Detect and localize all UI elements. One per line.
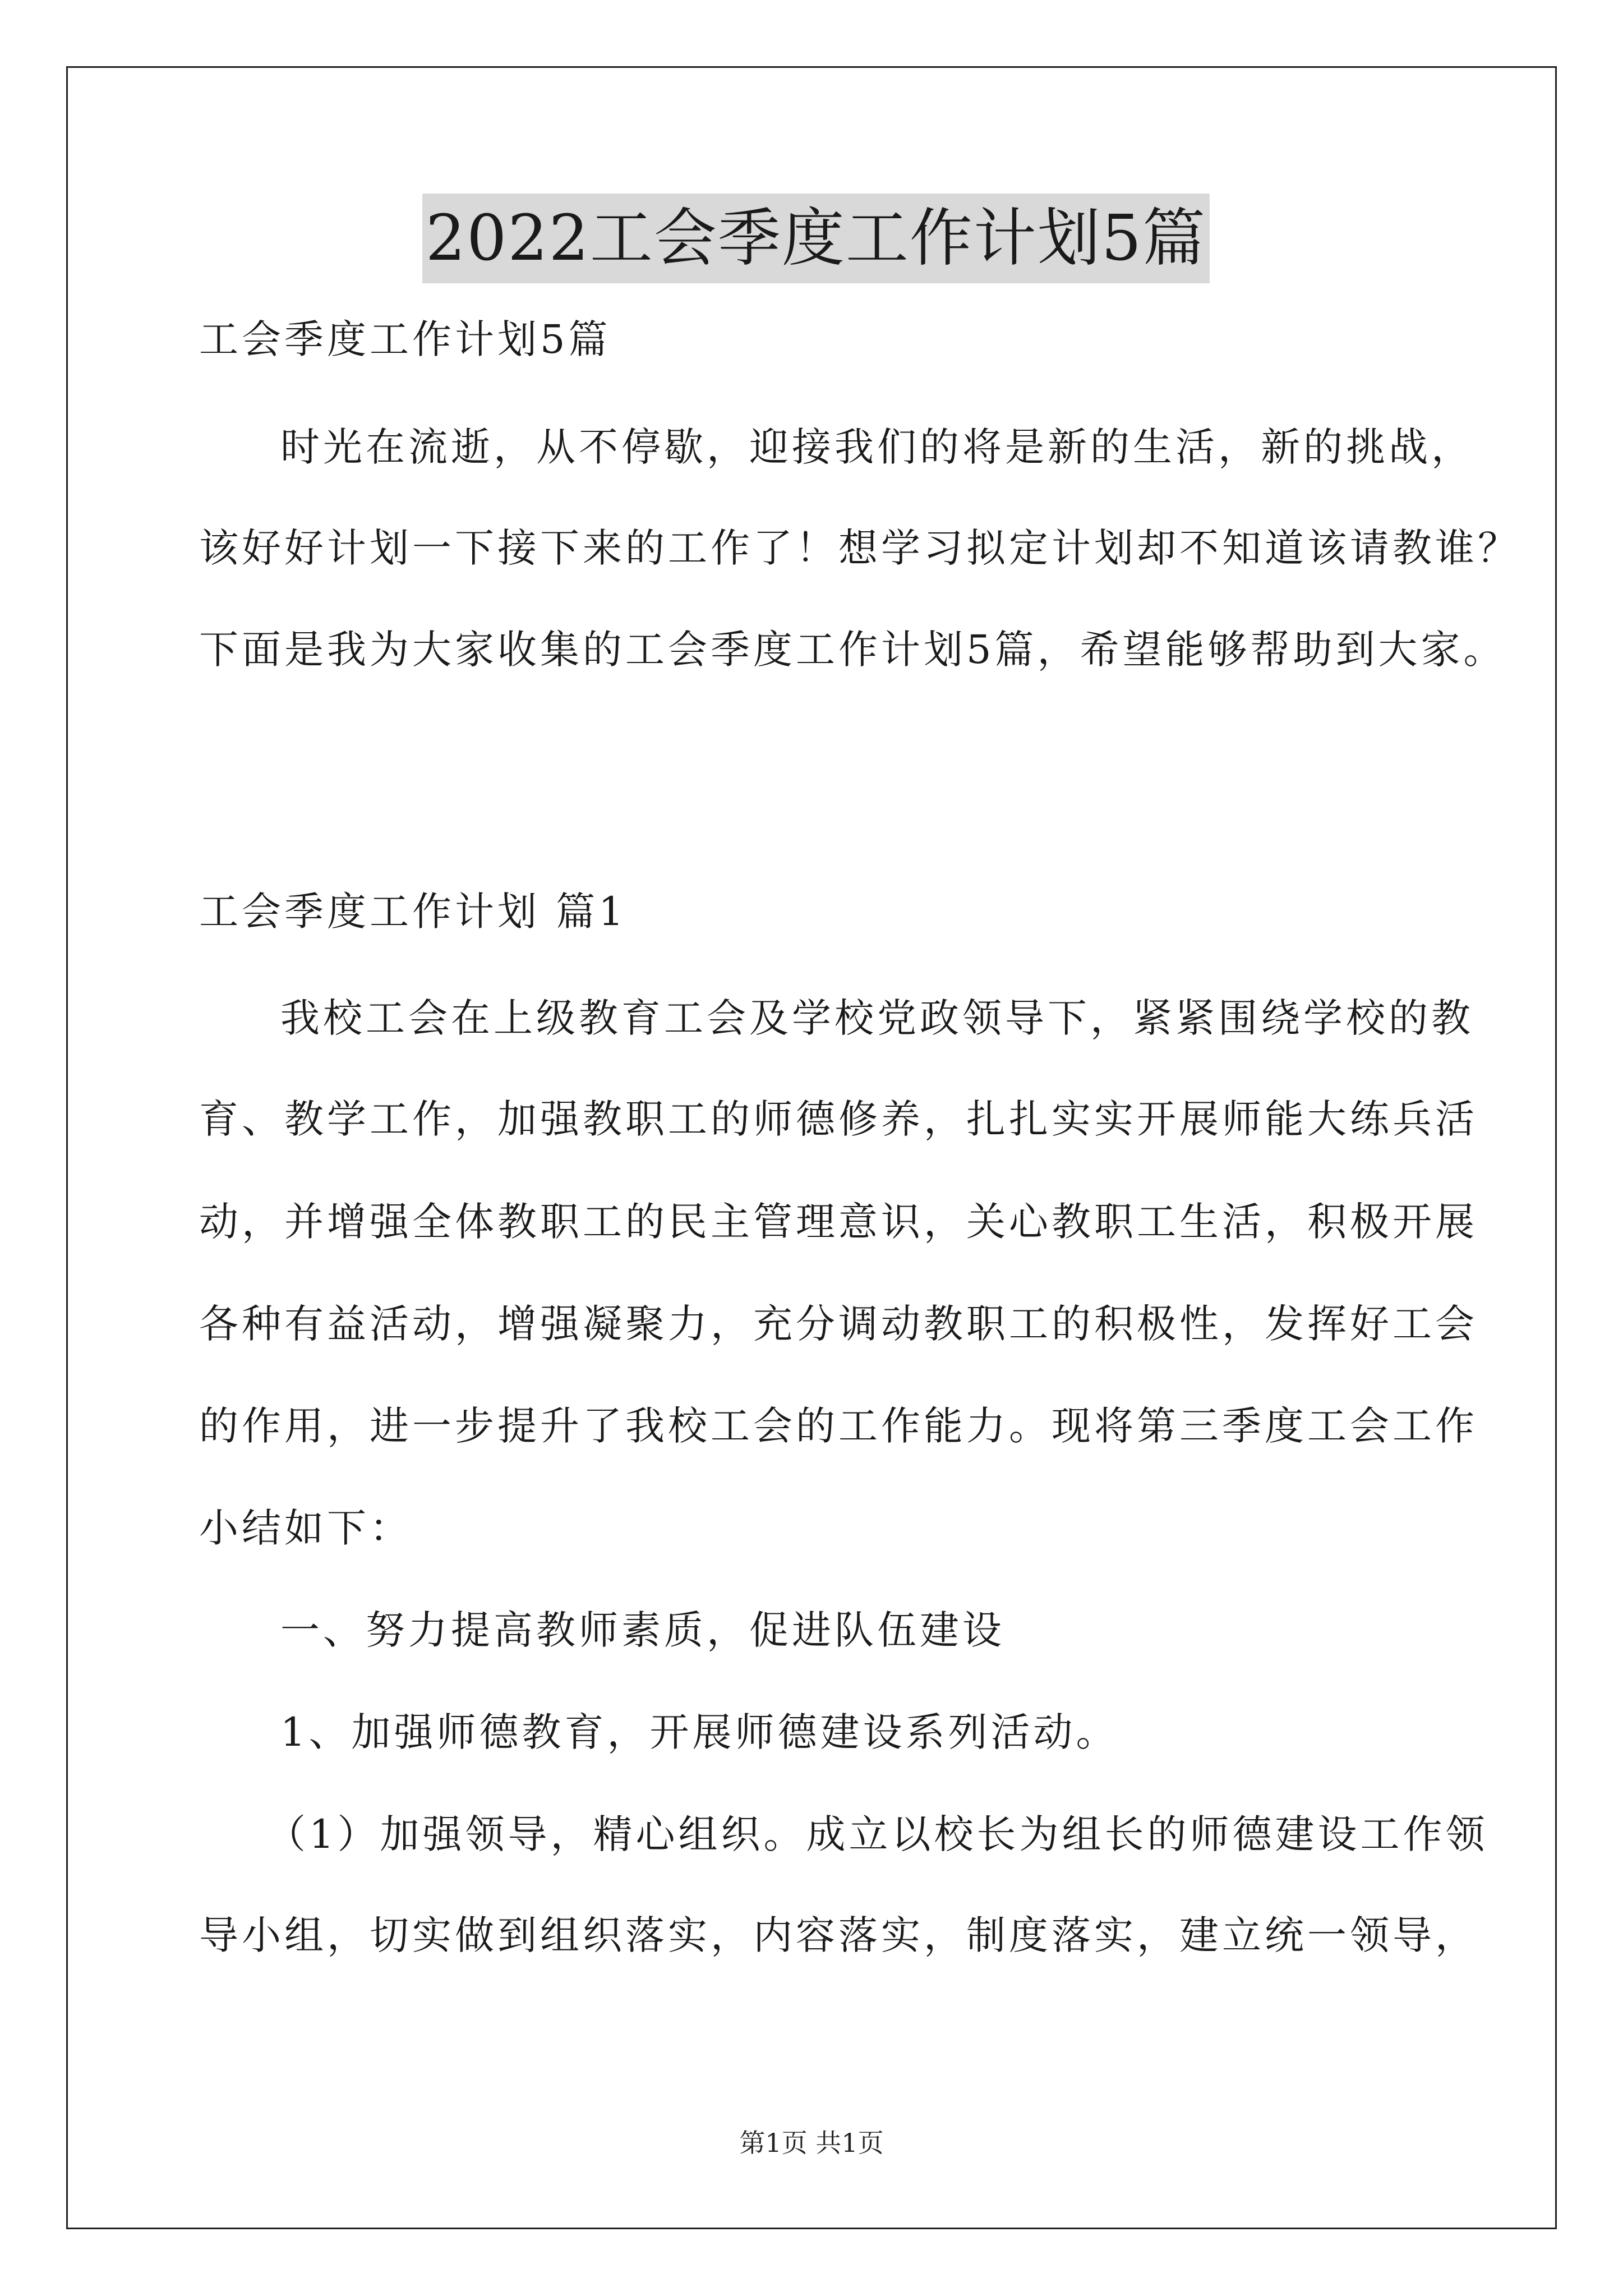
document-title [199, 194, 1433, 283]
subtitle-line: 工会季度工作计划5篇 [199, 316, 611, 362]
paragraph-line: 我校工会在上级教育工会及学校党政领导下，紧紧围绕学校的教 [280, 995, 1474, 1041]
paragraph-line: 下面是我为大家收集的工会季度工作计划5篇，希望能够帮助到大家。 [199, 627, 1506, 673]
section-heading: 工会季度工作计划 篇1 [199, 889, 627, 935]
list-item-heading: 1、加强师德教育，开展师德建设系列活动。 [280, 1709, 1119, 1755]
document-title-text: 2022工会季度工作计划5篇 [422, 194, 1210, 283]
paragraph-line: 导小组，切实做到组织落实，内容落实，制度落实，建立统一领导， [199, 1912, 1478, 1958]
paragraph-line: （1）加强领导，精心组织。成立以校长为组长的师德建设工作领 [266, 1811, 1488, 1857]
paragraph-line: 时光在流逝，从不停歇，迎接我们的将是新的生活，新的挑战， [280, 424, 1474, 470]
paragraph-line: 该好好计划一下接下来的工作了！想学习拟定计划却不知道该请教谁？ [199, 525, 1520, 571]
paragraph-line: 小结如下： [199, 1505, 412, 1551]
paragraph-line: 各种有益活动，增强凝聚力，充分调动教职工的积极性，发挥好工会 [199, 1301, 1478, 1347]
subsection-heading: 一、努力提高教师素质，促进队伍建设 [280, 1607, 1005, 1653]
paragraph-line: 的作用，进一步提升了我校工会的工作能力。现将第三季度工会工作 [199, 1403, 1478, 1449]
paragraph-line: 育、教学工作，加强教职工的师德修养，扎扎实实开展师能大练兵活 [199, 1096, 1478, 1142]
page-frame [66, 66, 1557, 2229]
page-footer: 第1页 共1页 [739, 2128, 884, 2158]
paragraph-line: 动，并增强全体教职工的民主管理意识，关心教职工生活，积极开展 [199, 1199, 1478, 1245]
